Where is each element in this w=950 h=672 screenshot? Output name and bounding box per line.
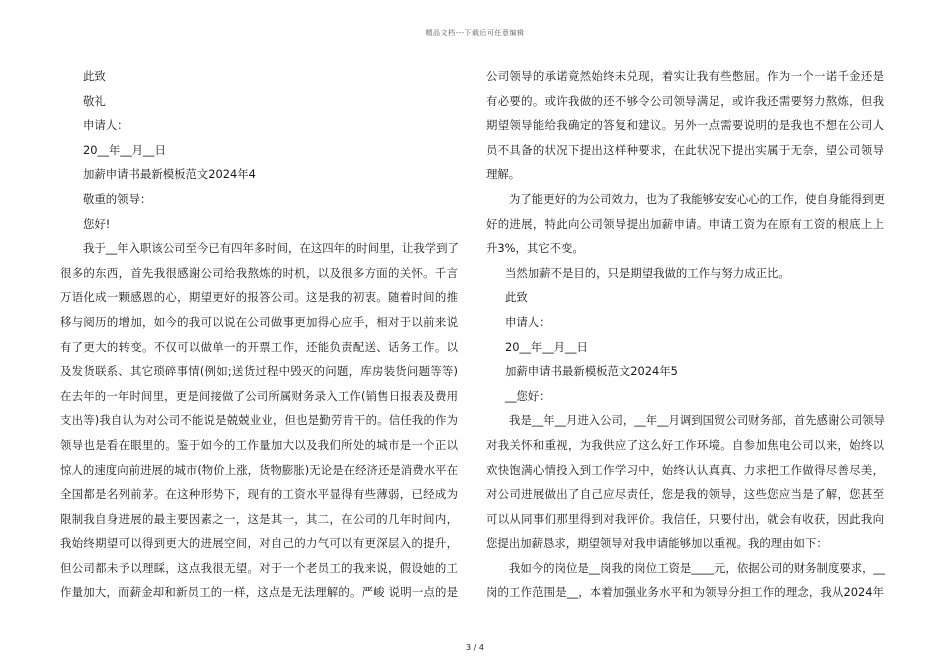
text-line: 支出等)我自认为对公司不能说是兢兢业业，但也是勤劳肯干的。信任我的作为 [60, 413, 458, 428]
right-column [486, 64, 884, 605]
text-line: 可以从同事们那里得到对我评价。我信任，只要付出，就会有收获，因此我向 [486, 511, 884, 526]
text-line: 对我关怀和重视，为我供应了这么好工作环境。自参加焦电公司以来，始终以 [486, 437, 884, 452]
text-line: 有必要的。或许我做的还不够令公司领导满足，或许我还需要努力熬炼，但我 [486, 93, 884, 108]
text-line: 限制我自身进展的最主要因素之一，这是其一，其二，在公司的几年时间内， [60, 511, 458, 526]
text-line: 20__年__月__日 [83, 142, 166, 157]
text-line: 领导也是看在眼里的。鉴于如今的工作量加大以及我们所处的城市是一个正以 [60, 437, 458, 452]
text-line: 欢快饱满心情投入到工作学习中，始终认认真真、力求把工作做得尽善尽美， [486, 462, 884, 477]
text-line: 理解。 [486, 167, 521, 182]
text-line: 申请人： [505, 314, 551, 329]
text-line: 您提出加薪恳求，期望领导对我申请能够加以重视。我的理由如下： [486, 536, 828, 551]
text-line: 移与阅历的增加，如今的我可以说在公司做事更加得心应手，相对于以前来说 [60, 314, 458, 329]
text-line: 但公司都未予以理睬，这点我很无望。对于一个老员工的我来说，假设她的工 [60, 560, 458, 575]
left-column [60, 64, 458, 605]
text-line: 公司领导的承诺竟然始终未兑现，着实让我有些憋屈。作为一个一诺千金还是 [486, 69, 884, 83]
text-line: 期望领导能给我确定的答复和建议。另外一点需要说明的是我也不想在公司人 [486, 118, 884, 133]
text-line: 当然加薪不是目的，只是期望我做的工作与努力成正比。 [505, 265, 790, 280]
text-line: 我如今的岗位是__岗我的岗位工资是____元，依据公司的财务制度要求，__ [509, 560, 885, 575]
text-line: 有了更大的转变。不仅可以做单一的开票工作，还能负责配送、话务工作。以 [60, 339, 458, 354]
text-line: 此致 [83, 69, 106, 83]
text-line: 全国都是名列前茅。在这种形势下，现有的工资水平显得有些薄弱，已经成为 [60, 487, 458, 502]
text-line: 对公司进展做出了自己应尽责任，您是我的领导，这些您应当是了解，您甚至 [486, 487, 884, 502]
text-line: 我始终期望可以得到更大的进展空间，对自己的力气可以有更深层入的提升， [60, 536, 458, 551]
text-line: 此致 [505, 290, 528, 305]
text-line: 敬重的领导： [83, 191, 152, 206]
text-line: 我是__年__月进入公司，__年__月调到国贸公司财务部，首先感谢公司领导 [509, 413, 885, 428]
text-line: 万语化成一颗感恩的心，期望更好的报答公司。这是我的初衷。随着时间的推 [60, 290, 458, 305]
text-line: 加薪申请书最新模板范文2024年5 [505, 364, 678, 379]
text-line: 好的进展，特此向公司领导提出加薪申请。申请工资为在原有工资的根底上上 [486, 216, 884, 231]
text-line: 岗的工作范围是__，本着加强业务水平和为领导分担工作的理念，我从2024年 [486, 585, 884, 600]
text-line: 及发货联系、其它琐碎事情(例如;送货过程中毁灭的问题，库房装货问题等等) [60, 364, 458, 379]
text-line: 为了能更好的为公司效力，也为了我能够安安心心的工作，使自身能得到更 [509, 191, 885, 206]
text-line: 20__年__月__日 [505, 339, 588, 354]
text-line: 加薪申请书最新模板范文2024年4 [83, 167, 256, 182]
text-line: 很多的东西，首先我很感谢公司给我熬炼的时机，以及很多方面的关怀。千言 [60, 265, 458, 280]
text-line: 您好! [83, 216, 111, 231]
page-number: 3 / 4 [466, 643, 484, 652]
text-line: 作量加大，而薪金却和新员工的一样，这点是无法理解的。严峻 说明一点的是 [60, 585, 458, 600]
text-line: 在去年的一年时间里，更是间接做了公司所属财务录入工作(销售日报表及费用 [60, 388, 458, 403]
text-line: 惊人的速度向前进展的城市(物价上涨，货物膨胀)无论是在经济还是消费水平在 [60, 462, 458, 477]
text-line: 申请人： [83, 118, 129, 133]
text-line: __您好： [505, 388, 551, 403]
page-header: 精品文档---下载后可任意编辑 [425, 29, 525, 37]
text-line: 升3%，其它不变。 [486, 241, 584, 256]
text-line: 员不具备的状况下提出这样种要求，在此状况下提出实属于无奈，望公司领导 [486, 142, 884, 157]
text-line: 我于__年入职该公司至今已有四年多时间，在这四年的时间里，让我学到了 [83, 241, 459, 256]
text-line: 敬礼 [83, 93, 106, 108]
